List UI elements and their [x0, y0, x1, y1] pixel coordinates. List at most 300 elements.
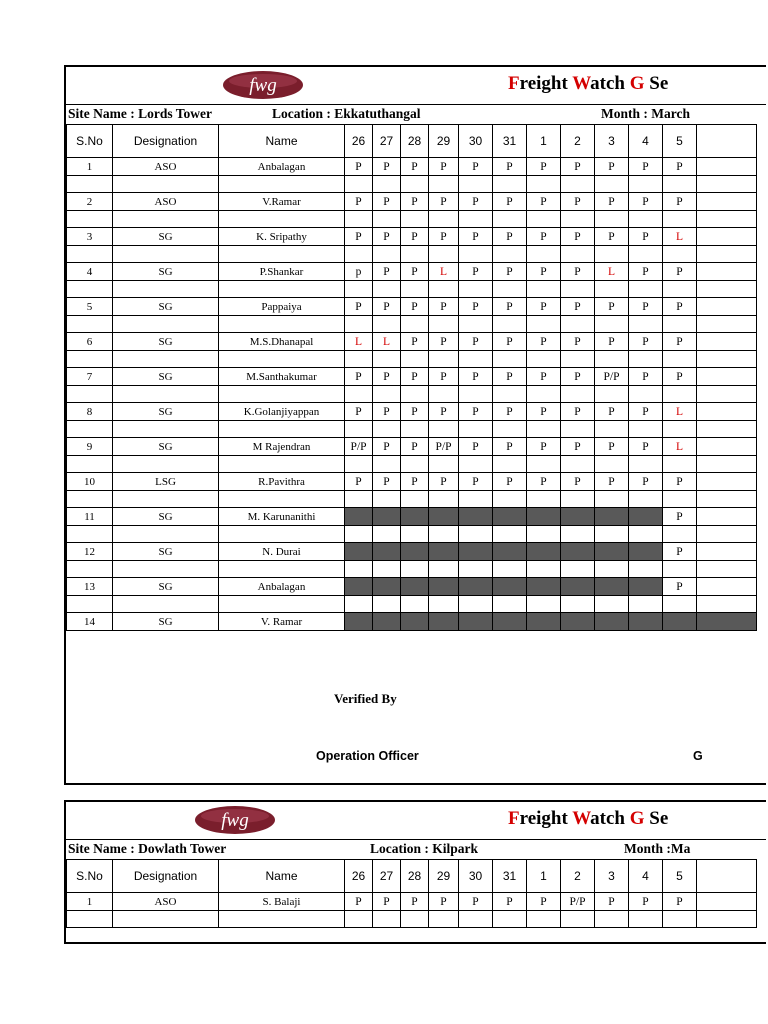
attendance-cell	[373, 508, 401, 526]
empty-cell	[459, 456, 493, 473]
empty-cell	[697, 316, 757, 333]
attendance-cell: P	[493, 298, 527, 316]
company-logo	[194, 805, 276, 835]
attendance-cell: L	[429, 263, 459, 281]
empty-cell	[663, 176, 697, 193]
attendance-cell: P	[561, 403, 595, 421]
empty-cell	[561, 911, 595, 928]
empty-cell	[595, 596, 629, 613]
table-row	[67, 228, 757, 246]
header-row	[67, 860, 757, 893]
name-cell: N. Durai	[219, 543, 345, 561]
attendance-cell: P	[429, 473, 459, 491]
attendance-cell: P	[429, 333, 459, 351]
attendance-cell	[697, 228, 757, 246]
spacer-row	[67, 421, 757, 438]
empty-cell	[459, 526, 493, 543]
attendance-cell: P	[663, 368, 697, 386]
attendance-cell: L	[663, 403, 697, 421]
attendance-cell: P	[493, 368, 527, 386]
empty-cell	[345, 176, 373, 193]
empty-cell	[373, 491, 401, 508]
table-row	[67, 438, 757, 456]
empty-cell	[67, 421, 113, 438]
attendance-cell	[345, 613, 373, 631]
empty-cell	[527, 316, 561, 333]
empty-cell	[345, 316, 373, 333]
name-cell: S. Balaji	[219, 893, 345, 911]
empty-cell	[561, 281, 595, 298]
attendance-cell	[697, 403, 757, 421]
empty-cell	[345, 491, 373, 508]
spacer-row	[67, 456, 757, 473]
attendance-cell: P/P	[595, 368, 629, 386]
empty-cell	[561, 176, 595, 193]
empty-cell	[373, 526, 401, 543]
attendance-cell	[697, 263, 757, 281]
table-row	[67, 193, 757, 211]
attendance-cell: P	[595, 298, 629, 316]
attendance-cell: P	[459, 333, 493, 351]
table-row	[67, 403, 757, 421]
operation-officer-label: Operation Officer	[316, 749, 419, 763]
attendance-cell	[697, 298, 757, 316]
attendance-cell: P	[429, 403, 459, 421]
empty-cell	[113, 316, 219, 333]
attendance-cell	[629, 508, 663, 526]
month: Month :Ma	[624, 841, 691, 856]
attendance-cell	[697, 613, 757, 631]
attendance-cell	[401, 578, 429, 596]
empty-cell	[67, 211, 113, 228]
empty-cell	[429, 491, 459, 508]
designation-cell: ASO	[113, 158, 219, 176]
attendance-cell: P	[459, 893, 493, 911]
empty-cell	[113, 176, 219, 193]
empty-cell	[373, 421, 401, 438]
name-cell: K. Sripathy	[219, 228, 345, 246]
empty-cell	[429, 246, 459, 263]
attendance-cell: P	[663, 333, 697, 351]
empty-cell	[67, 386, 113, 403]
sno-cell: 13	[67, 578, 113, 596]
attendance-cell	[595, 613, 629, 631]
empty-cell	[663, 211, 697, 228]
date-header: 5	[663, 860, 697, 893]
attendance-cell: P	[629, 403, 663, 421]
attendance-cell	[401, 508, 429, 526]
attendance-cell	[459, 613, 493, 631]
name-cell: Pappaiya	[219, 298, 345, 316]
date-header: 27	[373, 125, 401, 158]
empty-cell	[595, 351, 629, 368]
empty-cell	[219, 491, 345, 508]
attendance-cell	[697, 333, 757, 351]
empty-cell	[493, 561, 527, 578]
empty-cell	[663, 281, 697, 298]
empty-cell	[697, 211, 757, 228]
sno-cell: 8	[67, 403, 113, 421]
attendance-table	[66, 859, 757, 928]
empty-cell	[401, 176, 429, 193]
attendance-cell: P	[493, 438, 527, 456]
empty-cell	[429, 526, 459, 543]
empty-cell	[373, 281, 401, 298]
empty-cell	[561, 456, 595, 473]
empty-cell	[401, 246, 429, 263]
empty-cell	[459, 176, 493, 193]
empty-cell	[345, 526, 373, 543]
name-cell: V.Ramar	[219, 193, 345, 211]
empty-cell	[459, 491, 493, 508]
attendance-cell: P	[629, 263, 663, 281]
attendance-cell	[697, 508, 757, 526]
empty-cell	[561, 351, 595, 368]
attendance-cell	[629, 613, 663, 631]
attendance-cell: P	[663, 543, 697, 561]
attendance-cell: P	[561, 473, 595, 491]
empty-cell	[595, 456, 629, 473]
empty-cell	[113, 421, 219, 438]
attendance-cell: P	[595, 333, 629, 351]
empty-cell	[493, 316, 527, 333]
attendance-cell: P	[345, 893, 373, 911]
attendance-cell: P	[561, 193, 595, 211]
empty-cell	[429, 351, 459, 368]
empty-cell	[373, 316, 401, 333]
table-row	[67, 333, 757, 351]
empty-cell	[67, 316, 113, 333]
empty-cell	[459, 596, 493, 613]
empty-cell	[493, 491, 527, 508]
attendance-cell: P	[663, 158, 697, 176]
empty-cell	[459, 211, 493, 228]
date-header: 30	[459, 860, 493, 893]
sno-cell: 14	[67, 613, 113, 631]
attendance-cell: P	[345, 368, 373, 386]
attendance-cell: P	[401, 158, 429, 176]
attendance-cell: P	[345, 403, 373, 421]
location: Location : Ekkatuthangal	[272, 106, 421, 121]
empty-cell	[527, 456, 561, 473]
empty-cell	[697, 456, 757, 473]
name-cell: Anbalagan	[219, 158, 345, 176]
attendance-cell: P	[493, 403, 527, 421]
attendance-cell	[401, 543, 429, 561]
empty-cell	[67, 176, 113, 193]
attendance-cell: P	[561, 158, 595, 176]
attendance-cell: P	[459, 403, 493, 421]
empty-cell	[373, 246, 401, 263]
table-row	[67, 543, 757, 561]
empty-cell	[629, 491, 663, 508]
designation-cell: SG	[113, 543, 219, 561]
site-name: Site Name : Lords Tower	[68, 106, 212, 121]
attendance-cell	[429, 508, 459, 526]
attendance-cell	[697, 193, 757, 211]
empty-cell	[67, 526, 113, 543]
designation-cell: SG	[113, 578, 219, 596]
attendance-cell: P	[595, 473, 629, 491]
attendance-cell: P	[629, 298, 663, 316]
empty-cell	[595, 211, 629, 228]
empty-cell	[663, 386, 697, 403]
date-header: 2	[561, 125, 595, 158]
empty-cell	[629, 281, 663, 298]
attendance-cell: P	[345, 228, 373, 246]
attendance-cell: P	[401, 368, 429, 386]
empty-cell	[663, 561, 697, 578]
attendance-cell	[595, 508, 629, 526]
date-header: 1	[527, 860, 561, 893]
empty-cell	[459, 316, 493, 333]
empty-cell	[113, 386, 219, 403]
empty-cell	[219, 211, 345, 228]
empty-cell	[401, 211, 429, 228]
attendance-cell: P	[629, 228, 663, 246]
attendance-cell: P	[459, 473, 493, 491]
empty-cell	[345, 246, 373, 263]
empty-cell	[527, 211, 561, 228]
empty-cell	[697, 386, 757, 403]
empty-cell	[629, 316, 663, 333]
empty-cell	[629, 176, 663, 193]
sheet-header	[66, 802, 766, 839]
designation-cell: SG	[113, 263, 219, 281]
empty-cell	[459, 561, 493, 578]
company-logo	[222, 70, 304, 100]
empty-cell	[219, 351, 345, 368]
attendance-cell: p	[345, 263, 373, 281]
column-header: S.No	[67, 860, 113, 893]
attendance-cell: P	[459, 158, 493, 176]
attendance-cell: P	[663, 893, 697, 911]
date-header: 31	[493, 860, 527, 893]
attendance-cell	[345, 543, 373, 561]
empty-cell	[561, 596, 595, 613]
empty-cell	[219, 316, 345, 333]
sno-cell: 11	[67, 508, 113, 526]
empty-cell	[429, 561, 459, 578]
svg-text:fwg: fwg	[249, 75, 277, 96]
empty-cell	[493, 526, 527, 543]
column-header: Designation	[113, 860, 219, 893]
attendance-cell: P	[429, 368, 459, 386]
empty-cell	[113, 596, 219, 613]
table-row	[67, 298, 757, 316]
name-cell: K.Golanjiyappan	[219, 403, 345, 421]
attendance-cell	[697, 438, 757, 456]
name-cell: P.Shankar	[219, 263, 345, 281]
empty-cell	[373, 456, 401, 473]
attendance-cell: P	[493, 893, 527, 911]
empty-cell	[429, 281, 459, 298]
empty-cell	[663, 526, 697, 543]
company-title: Freight Watch G Se	[508, 808, 669, 829]
empty-cell	[629, 421, 663, 438]
empty-cell	[373, 211, 401, 228]
empty-cell	[595, 561, 629, 578]
empty-cell	[697, 281, 757, 298]
attendance-cell: P	[629, 893, 663, 911]
attendance-cell: P	[527, 368, 561, 386]
attendance-cell	[697, 368, 757, 386]
date-header: 4	[629, 125, 663, 158]
attendance-cell: P	[401, 263, 429, 281]
attendance-cell: P	[429, 158, 459, 176]
attendance-cell	[561, 613, 595, 631]
empty-cell	[345, 421, 373, 438]
attendance-cell: P	[527, 158, 561, 176]
empty-cell	[527, 281, 561, 298]
attendance-cell: P	[373, 368, 401, 386]
empty-cell	[401, 351, 429, 368]
attendance-cell	[561, 578, 595, 596]
date-header: 27	[373, 860, 401, 893]
attendance-cell: P	[527, 193, 561, 211]
attendance-cell: P	[595, 193, 629, 211]
empty-cell	[561, 211, 595, 228]
attendance-cell: P	[595, 403, 629, 421]
empty-cell	[373, 596, 401, 613]
empty-cell	[113, 491, 219, 508]
empty-cell	[527, 596, 561, 613]
attendance-cell	[459, 543, 493, 561]
date-header: 28	[401, 125, 429, 158]
column-header-blank	[697, 125, 757, 158]
empty-cell	[219, 526, 345, 543]
attendance-cell: P	[527, 473, 561, 491]
date-header: 5	[663, 125, 697, 158]
attendance-cell	[373, 613, 401, 631]
name-cell: M.Santhakumar	[219, 368, 345, 386]
empty-cell	[697, 596, 757, 613]
attendance-cell	[345, 578, 373, 596]
empty-cell	[401, 526, 429, 543]
empty-cell	[527, 491, 561, 508]
empty-cell	[219, 561, 345, 578]
attendance-cell	[401, 613, 429, 631]
attendance-cell: P	[527, 333, 561, 351]
date-header: 2	[561, 860, 595, 893]
spacer-row	[67, 176, 757, 193]
empty-cell	[697, 491, 757, 508]
spacer-row	[67, 351, 757, 368]
empty-cell	[561, 526, 595, 543]
empty-cell	[219, 911, 345, 928]
attendance-cell	[697, 578, 757, 596]
empty-cell	[493, 421, 527, 438]
empty-cell	[345, 211, 373, 228]
designation-cell: SG	[113, 508, 219, 526]
sno-cell: 2	[67, 193, 113, 211]
name-cell: M. Karunanithi	[219, 508, 345, 526]
empty-cell	[629, 456, 663, 473]
empty-cell	[459, 421, 493, 438]
attendance-cell: P	[561, 263, 595, 281]
date-header: 29	[429, 860, 459, 893]
empty-cell	[401, 596, 429, 613]
empty-cell	[459, 351, 493, 368]
attendance-cell: P	[527, 403, 561, 421]
attendance-cell: P	[459, 298, 493, 316]
attendance-cell: P	[663, 473, 697, 491]
attendance-cell: P	[373, 298, 401, 316]
empty-cell	[527, 351, 561, 368]
empty-cell	[595, 386, 629, 403]
attendance-cell: P	[401, 298, 429, 316]
attendance-cell	[429, 578, 459, 596]
sno-cell: 1	[67, 893, 113, 911]
attendance-cell	[697, 473, 757, 491]
empty-cell	[595, 281, 629, 298]
attendance-cell: L	[663, 228, 697, 246]
empty-cell	[345, 456, 373, 473]
spacer-row	[67, 596, 757, 613]
attendance-cell	[373, 543, 401, 561]
empty-cell	[429, 456, 459, 473]
empty-cell	[595, 526, 629, 543]
empty-cell	[629, 386, 663, 403]
empty-cell	[493, 456, 527, 473]
designation-cell: LSG	[113, 473, 219, 491]
empty-cell	[697, 911, 757, 928]
attendance-cell: P	[345, 473, 373, 491]
empty-cell	[67, 911, 113, 928]
table-row	[67, 368, 757, 386]
attendance-cell: P	[401, 193, 429, 211]
empty-cell	[113, 281, 219, 298]
empty-cell	[345, 911, 373, 928]
designation-cell: SG	[113, 403, 219, 421]
attendance-cell: P	[401, 438, 429, 456]
attendance-cell	[527, 613, 561, 631]
attendance-cell	[595, 578, 629, 596]
table-row	[67, 473, 757, 491]
empty-cell	[219, 246, 345, 263]
empty-cell	[663, 596, 697, 613]
empty-cell	[113, 351, 219, 368]
sheet-header	[66, 67, 766, 104]
attendance-cell	[561, 508, 595, 526]
attendance-cell: P	[429, 228, 459, 246]
attendance-cell	[429, 543, 459, 561]
attendance-cell: P	[429, 298, 459, 316]
attendance-cell	[345, 508, 373, 526]
empty-cell	[67, 456, 113, 473]
empty-cell	[401, 386, 429, 403]
attendance-cell: P	[493, 158, 527, 176]
attendance-cell: P	[595, 228, 629, 246]
empty-cell	[561, 561, 595, 578]
designation-cell: ASO	[113, 193, 219, 211]
empty-cell	[219, 456, 345, 473]
signature-label-cut: G	[693, 749, 703, 763]
empty-cell	[67, 351, 113, 368]
site-name: Site Name : Dowlath Tower	[68, 841, 227, 856]
empty-cell	[459, 386, 493, 403]
empty-cell	[429, 421, 459, 438]
empty-cell	[629, 596, 663, 613]
empty-cell	[67, 561, 113, 578]
attendance-table	[66, 124, 757, 631]
empty-cell	[401, 316, 429, 333]
attendance-cell: P	[373, 228, 401, 246]
attendance-cell: P	[493, 228, 527, 246]
attendance-cell: P/P	[561, 893, 595, 911]
empty-cell	[67, 281, 113, 298]
empty-cell	[561, 491, 595, 508]
